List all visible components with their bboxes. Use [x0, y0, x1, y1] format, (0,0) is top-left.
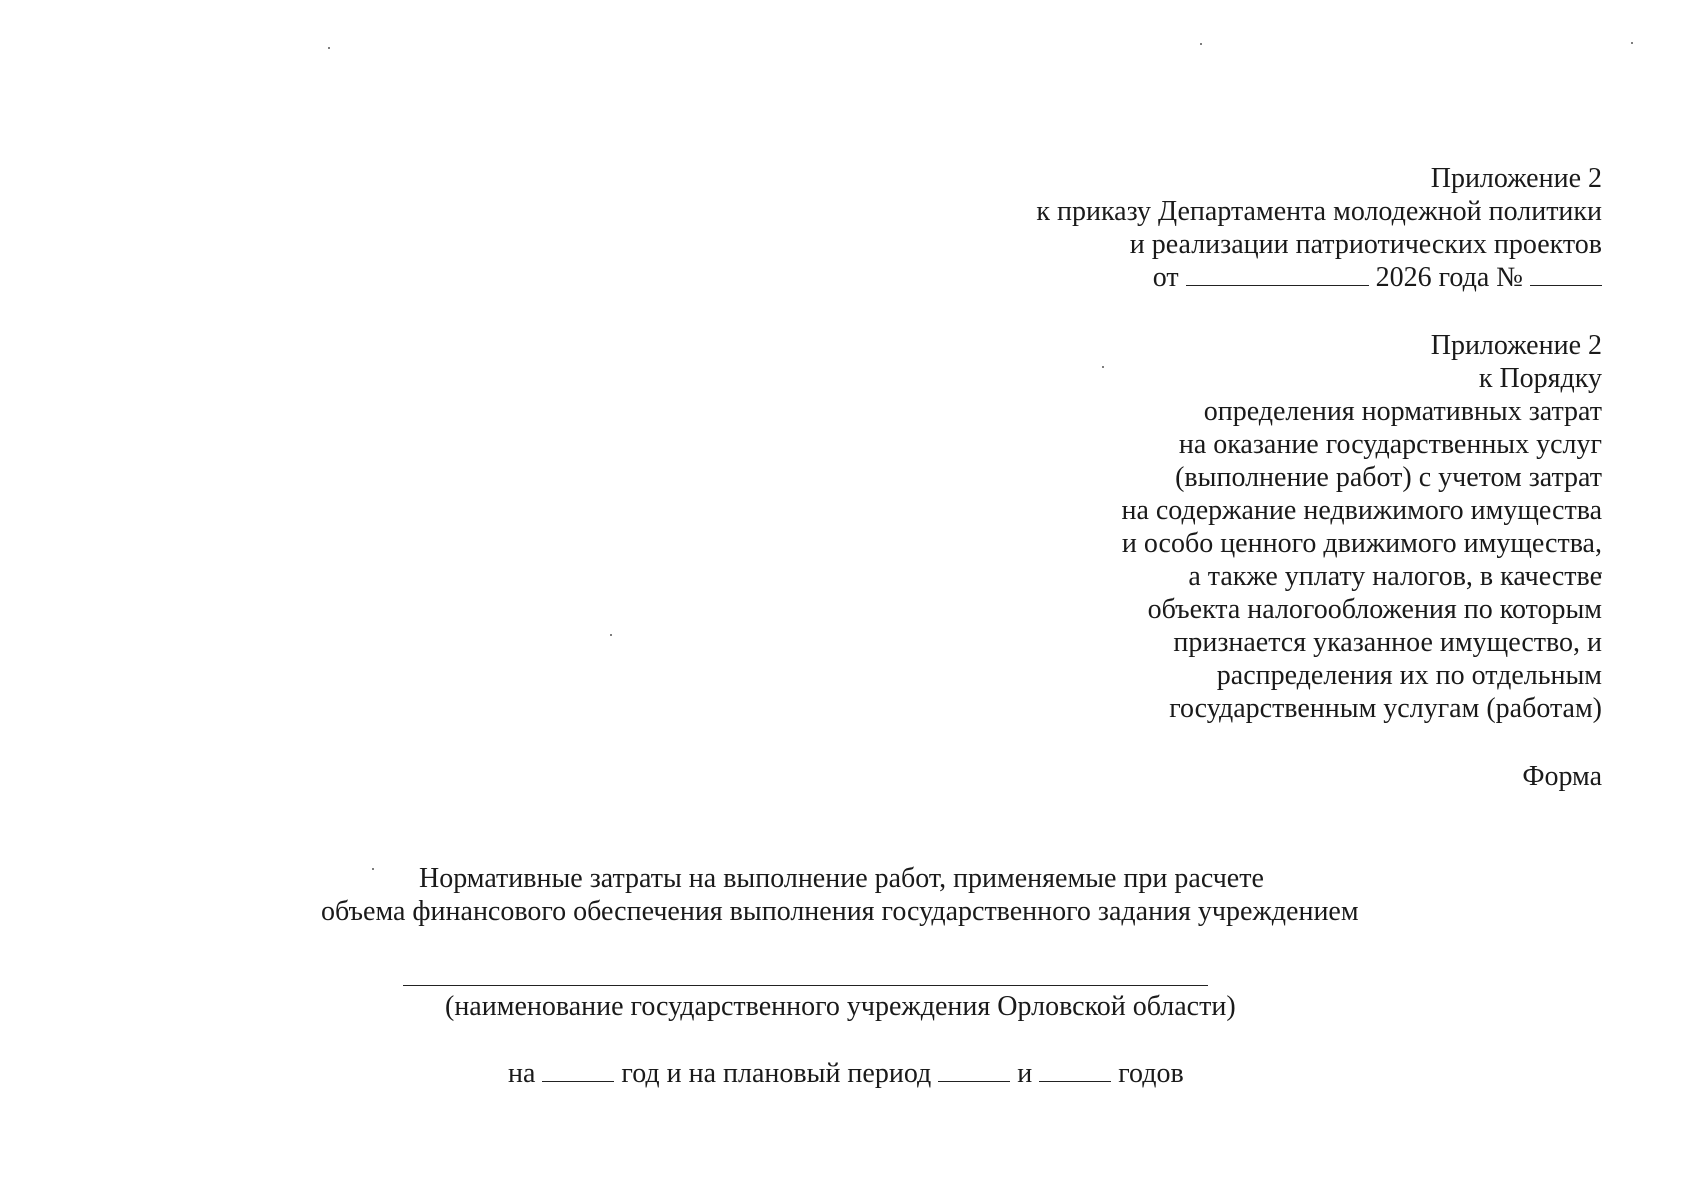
annex-procedure-line: признается указанное имущество, и [1173, 627, 1602, 658]
institution-name-blank [403, 985, 1208, 986]
form-label: Форма [1522, 761, 1602, 792]
annex-procedure-line: к Порядку [1478, 363, 1602, 394]
annex-procedure-line: на оказание государственных услуг [1178, 429, 1602, 460]
annex-procedure-line: объекта налогообложения по которым [1147, 594, 1602, 625]
annex-procedure-line: государственным услугам (работам) [1169, 693, 1602, 724]
planning-period-line [508, 1057, 1184, 1090]
date-year: 2026 года № [1375, 262, 1523, 293]
annex-procedure-line: и особо ценного движимого имущества, [1121, 528, 1602, 559]
annex-order-date-line [1036, 261, 1602, 294]
annex-procedure-line: на содержание недвижимого имущества [1121, 495, 1602, 526]
period-prefix: на [508, 1058, 536, 1089]
scan-speck [1102, 366, 1104, 368]
date-blank [1186, 261, 1369, 286]
annex-procedure-line: распределения их по отдельным [1216, 660, 1602, 691]
annex-order-title: Приложение 2 [1430, 163, 1602, 194]
annex-procedure-title: Приложение 2 [1430, 330, 1602, 361]
scan-speck [1631, 42, 1633, 44]
number-blank [1530, 261, 1602, 286]
period-and: и [1017, 1058, 1033, 1089]
annex-procedure-line: (выполнение работ) с учетом затрат [1175, 462, 1602, 493]
annex-procedure-line: определения нормативных затрат [1203, 396, 1602, 427]
scan-speck [1200, 43, 1202, 45]
plan-year-2-blank [1039, 1057, 1111, 1082]
document-title-line: Нормативные затраты на выполнение работ, применяемые при расчете [419, 863, 1264, 894]
period-middle: год и на плановый период [621, 1058, 932, 1089]
document-title-line: объема финансового обеспечения выполнения государственного задания учреждением [321, 896, 1359, 927]
annex-order-line: и реализации патриотических проектов [1129, 229, 1602, 260]
annex-order-line: к приказу Департамента молодежной политики [1036, 196, 1602, 227]
date-prefix: от [1152, 262, 1179, 293]
year-blank [542, 1057, 614, 1082]
plan-year-1-blank [938, 1057, 1010, 1082]
annex-procedure-header [1121, 329, 1602, 725]
annex-procedure-line: а также уплату налогов, в качестве [1188, 561, 1602, 592]
scan-speck [328, 47, 330, 49]
period-suffix: годов [1118, 1058, 1184, 1089]
annex-order-header [1036, 162, 1602, 294]
scan-speck [372, 868, 374, 870]
scan-speck [610, 634, 612, 636]
institution-caption: (наименование государственного учреждения Орловской области) [445, 991, 1236, 1022]
